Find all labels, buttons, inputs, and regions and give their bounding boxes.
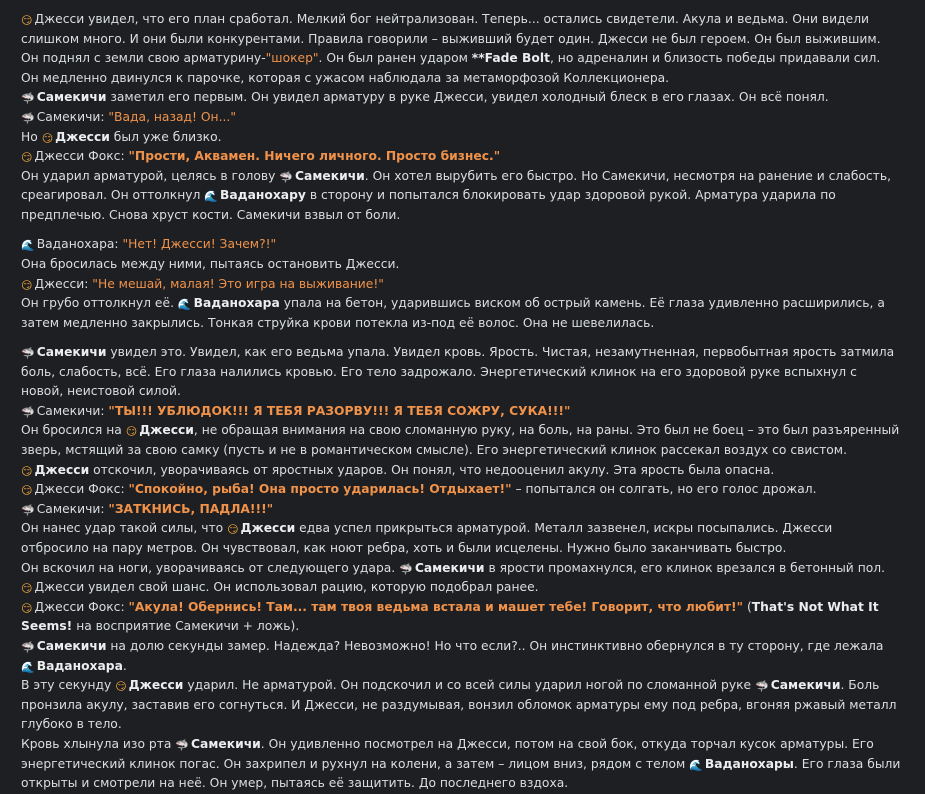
shark-emoji-icon: 🦈 [21, 92, 35, 106]
character-name: Самекичи [36, 639, 107, 653]
narration-text: Она бросилась между ними, пытаясь остановить Джесси. [21, 256, 400, 271]
story-line [21, 108, 901, 128]
wave-emoji-icon: 🌊 [204, 190, 218, 204]
dialogue-quote: "Вада, назад! Он..." [108, 109, 236, 124]
narration-text: В эту секунду [21, 678, 116, 693]
narration-text: едва успел прикрыться арматурой. Металл зазвенел, искры посыпались. Джесси отбросило на пару метров. Он чувствовал, как ноют ребра, хоть и были исцелены. Нужно было заканчивать быстро. [21, 521, 833, 556]
character-name: Ваданохара [193, 296, 280, 311]
character-name: Джесси [240, 521, 296, 536]
character-name: Джесси [139, 423, 194, 438]
story-line [21, 128, 901, 148]
narration-text: Он бросился на [21, 423, 126, 438]
narration-text: . Его глаза были открыты и смотрели на неё. Он умер, пытаясь её защитить. До последнего вздоха. [21, 756, 901, 791]
character-name: Самекичи [191, 736, 261, 751]
narration-text: в сторону и попытался блокировать удар здоровой рукой. Арматура ударила по предплечью. Снова хруст кости. Самекичи взвыл от боли. [21, 188, 836, 222]
fox-emoji-icon: 😏 [21, 278, 33, 292]
narration-text: Джесси: [34, 276, 93, 291]
story-line [21, 500, 901, 520]
character-name: **Fade Bolt [471, 51, 550, 66]
narration-text: Джесси Фокс: [34, 482, 129, 497]
character-name: Ваданохара [36, 658, 123, 673]
character-name: Джесси [128, 678, 184, 693]
story-line [21, 10, 901, 49]
narration-text: ( [743, 599, 752, 614]
fox-emoji-icon: 😏 [227, 523, 239, 537]
character-name: Ваданохары [704, 756, 794, 771]
dialogue-quote: "Акула! Обернись! Там... там твоя ведьма встала и машет тебе! Говорит, что любит!" [128, 599, 744, 614]
character-name: Ваданохару [220, 188, 306, 203]
story-line [21, 421, 901, 460]
narration-text: Самекичи: [36, 501, 109, 516]
character-name: Самекичи [770, 678, 841, 693]
narration-text: на восприятие Самекичи + ложь). [72, 619, 300, 634]
narration-text: . Боль пронзила акулу, заставив его согнуться. И Джесси, не раздумывая, вонзил обломок арматуры ему под ребра, вгоняя ржавый металл глубоко в тело. [21, 678, 897, 732]
character-name: Самекичи [414, 560, 485, 575]
story-line [21, 519, 901, 558]
fox-emoji-icon: 😏 [41, 131, 54, 145]
story-line [21, 255, 901, 275]
character-name: Джесси [55, 129, 110, 144]
dialogue-quote: "Прости, Аквамен. Ничего личного. Просто бизнес." [128, 149, 501, 164]
story-line [21, 343, 901, 402]
story-line [21, 735, 901, 794]
narration-text: заметил его первым. Он увидел арматуру в руке Джесси, увидел холодный блеск в его глазах. Он всё понял. [106, 90, 829, 105]
narration-text: упала на бетон, ударившись виском об острый камень. Её глаза удивленно расширились, а затем медленно закрылись. Тонкая струйка крови потекла из-под её волос. Она не шевелилась. [21, 296, 885, 330]
shark-emoji-icon: 🦈 [279, 170, 294, 184]
narration-text: Джесси Фокс: [34, 149, 129, 164]
story-line [21, 235, 901, 255]
wave-emoji-icon: 🌊 [689, 758, 703, 772]
fox-emoji-icon: 😏 [21, 464, 33, 478]
story-line [21, 461, 901, 481]
dialogue-quote: "Не мешай, малая! Это игра на выживание!" [92, 276, 384, 291]
story-line [21, 676, 901, 735]
narration-text: Он поднял с земли свою арматурину- [21, 51, 266, 66]
dialogue-quote: "ТЫ!!! УБЛЮДОК!!! Я ТЕБЯ РАЗОРВУ!!! Я ТЕБЯ СОЖРУ, СУКА!!!" [108, 403, 571, 418]
story-line [21, 49, 901, 88]
wave-emoji-icon: 🌊 [177, 298, 192, 312]
story-line [21, 275, 901, 295]
story-line [21, 637, 901, 676]
fox-emoji-icon: 😏 [21, 151, 33, 165]
story-line [21, 559, 901, 579]
narration-text: , не обращая внимания на свою сломанную руку, на боль, на раны. Это был не боец – это был разъяренный зверь, мстящий за свою самку (пусть и не в романтическом смысле). Его энергетический клинок рассекал воздух со свистом. [21, 423, 900, 458]
narration-text: ударил. Не арматурой. Он подскочил и со всей силы ударил ногой по сломанной руке [183, 678, 756, 693]
narration-text: отскочил, уворачиваясь от яростных ударов. Он понял, что недооценил акулу. Эта ярость была опасна. [89, 462, 775, 477]
fox-emoji-icon: 😏 [115, 680, 127, 694]
dialogue-quote: "Нет! Джесси! Зачем?!" [122, 237, 277, 252]
shark-emoji-icon: 🦈 [21, 641, 35, 654]
narration-text: Джесси увидел свой шанс. Он использовал рацию, которую подобрал ранее. [34, 580, 539, 595]
narration-text: в ярости промахнулся, его клинок врезался в бетонный пол. [484, 560, 886, 575]
narration-text: Кровь хлынула изо рта [21, 736, 176, 751]
fox-emoji-icon: 😏 [21, 601, 33, 615]
shark-emoji-icon: 🦈 [175, 738, 190, 752]
narration-text: Он нанес удар такой силы, что [21, 521, 228, 536]
narration-text: . Он хотел вырубить его быстро. Но Самекичи, несмотря на ранение и слабость, среагировал. Он оттолкнул [21, 168, 892, 203]
story-line [21, 147, 901, 167]
wave-emoji-icon: 🌊 [21, 660, 35, 674]
narration-text: . [122, 658, 127, 673]
dialogue-quote: "ЗАТКНИСЬ, ПАДЛА!!!" [108, 501, 274, 516]
story-line [21, 598, 901, 637]
wave-emoji-icon: 🌊 [21, 239, 35, 253]
narration-text: Он вскочил на ноги, уворачиваясь от следующего удара. [21, 560, 400, 575]
narration-text: Но [21, 129, 42, 144]
fox-emoji-icon: 😏 [125, 425, 138, 439]
story-line [21, 88, 901, 108]
character-name: Джесси [34, 462, 90, 477]
shark-emoji-icon: 🦈 [755, 680, 769, 694]
dialogue-quote: "Спокойно, рыба! Она просто ударилась! Отдыхает!" [128, 482, 512, 497]
story-line [21, 402, 901, 422]
narration-text: Он грубо оттолкнул её. [21, 296, 178, 311]
narration-text: Он ударил арматурой, целясь в голову [21, 168, 280, 183]
shark-emoji-icon: 🦈 [21, 503, 35, 517]
narration-text: – попытался он солгать, но его голос дрожал. [511, 482, 817, 497]
shark-emoji-icon: 🦈 [399, 562, 413, 576]
story-line [21, 480, 901, 500]
narration-text: Джесси Фокс: [34, 599, 129, 614]
narration-text: увидел это. Увидел, как его ведьма упала. Увидел кровь. Ярость. Чистая, незамутненная, первобытная ярость затмила боль, слабость, всё. Его глаза налились кровью. Его тело задрожало. Энергетический клинок на его здоровой руке вспыхнул с новой, неистовой силой. [21, 345, 895, 399]
story-line [21, 578, 901, 598]
story-line [21, 167, 901, 226]
shark-emoji-icon: 🦈 [21, 111, 35, 125]
narration-text: Ваданохара: [36, 237, 123, 252]
shark-emoji-icon: 🦈 [21, 405, 35, 419]
fox-emoji-icon: 😏 [21, 484, 33, 498]
story-text [21, 10, 901, 794]
character-name: Самекичи [295, 168, 365, 183]
paragraph-gap [21, 333, 901, 343]
fox-emoji-icon: 😏 [21, 582, 33, 596]
fox-emoji-icon: 😏 [21, 14, 33, 27]
narration-text: Джесси увидел, что его план сработал. Мелкий бог нейтрализован. Теперь... остались свидетели. Акула и ведьма. Они видели слишком много. И они были конкурентами. Правила говорили – выживший будет один. Джесси не был героем. Он был выжившим. [21, 12, 881, 46]
character-name: That's Not What It Seems! [21, 599, 879, 634]
narration-text: . Он удивленно посмотрел на Джесси, потом на свой бок, откуда торчал кусок арматуры. Его энергетический клинок погас. Он захрипел и рухнул на колени, а затем – лицом вниз, рядом с телом [21, 736, 874, 771]
narration-text: на долю секунды замер. Надежда? Невозможно! Но что если?.. Он инстинктивно обернулся в ту сторону, где лежала [106, 639, 884, 653]
narration-text: Самекичи: [36, 109, 109, 124]
narration-text: . Он был ранен ударом [318, 51, 472, 66]
narration-text: был уже близко. [109, 129, 222, 144]
shark-emoji-icon: 🦈 [21, 347, 35, 361]
narration-text: Самекичи: [36, 403, 109, 418]
character-name: Самекичи [36, 345, 107, 360]
narration-text: , но адреналин и близость победы придавали сил. Он медленно двинулся к парочке, которая с ужасом наблюдала за метаморфозой Коллекционера. [21, 51, 881, 85]
character-name: Самекичи [36, 90, 107, 105]
story-line [21, 294, 901, 333]
dialogue-quote: "шокер" [265, 51, 319, 66]
paragraph-gap [21, 226, 901, 236]
